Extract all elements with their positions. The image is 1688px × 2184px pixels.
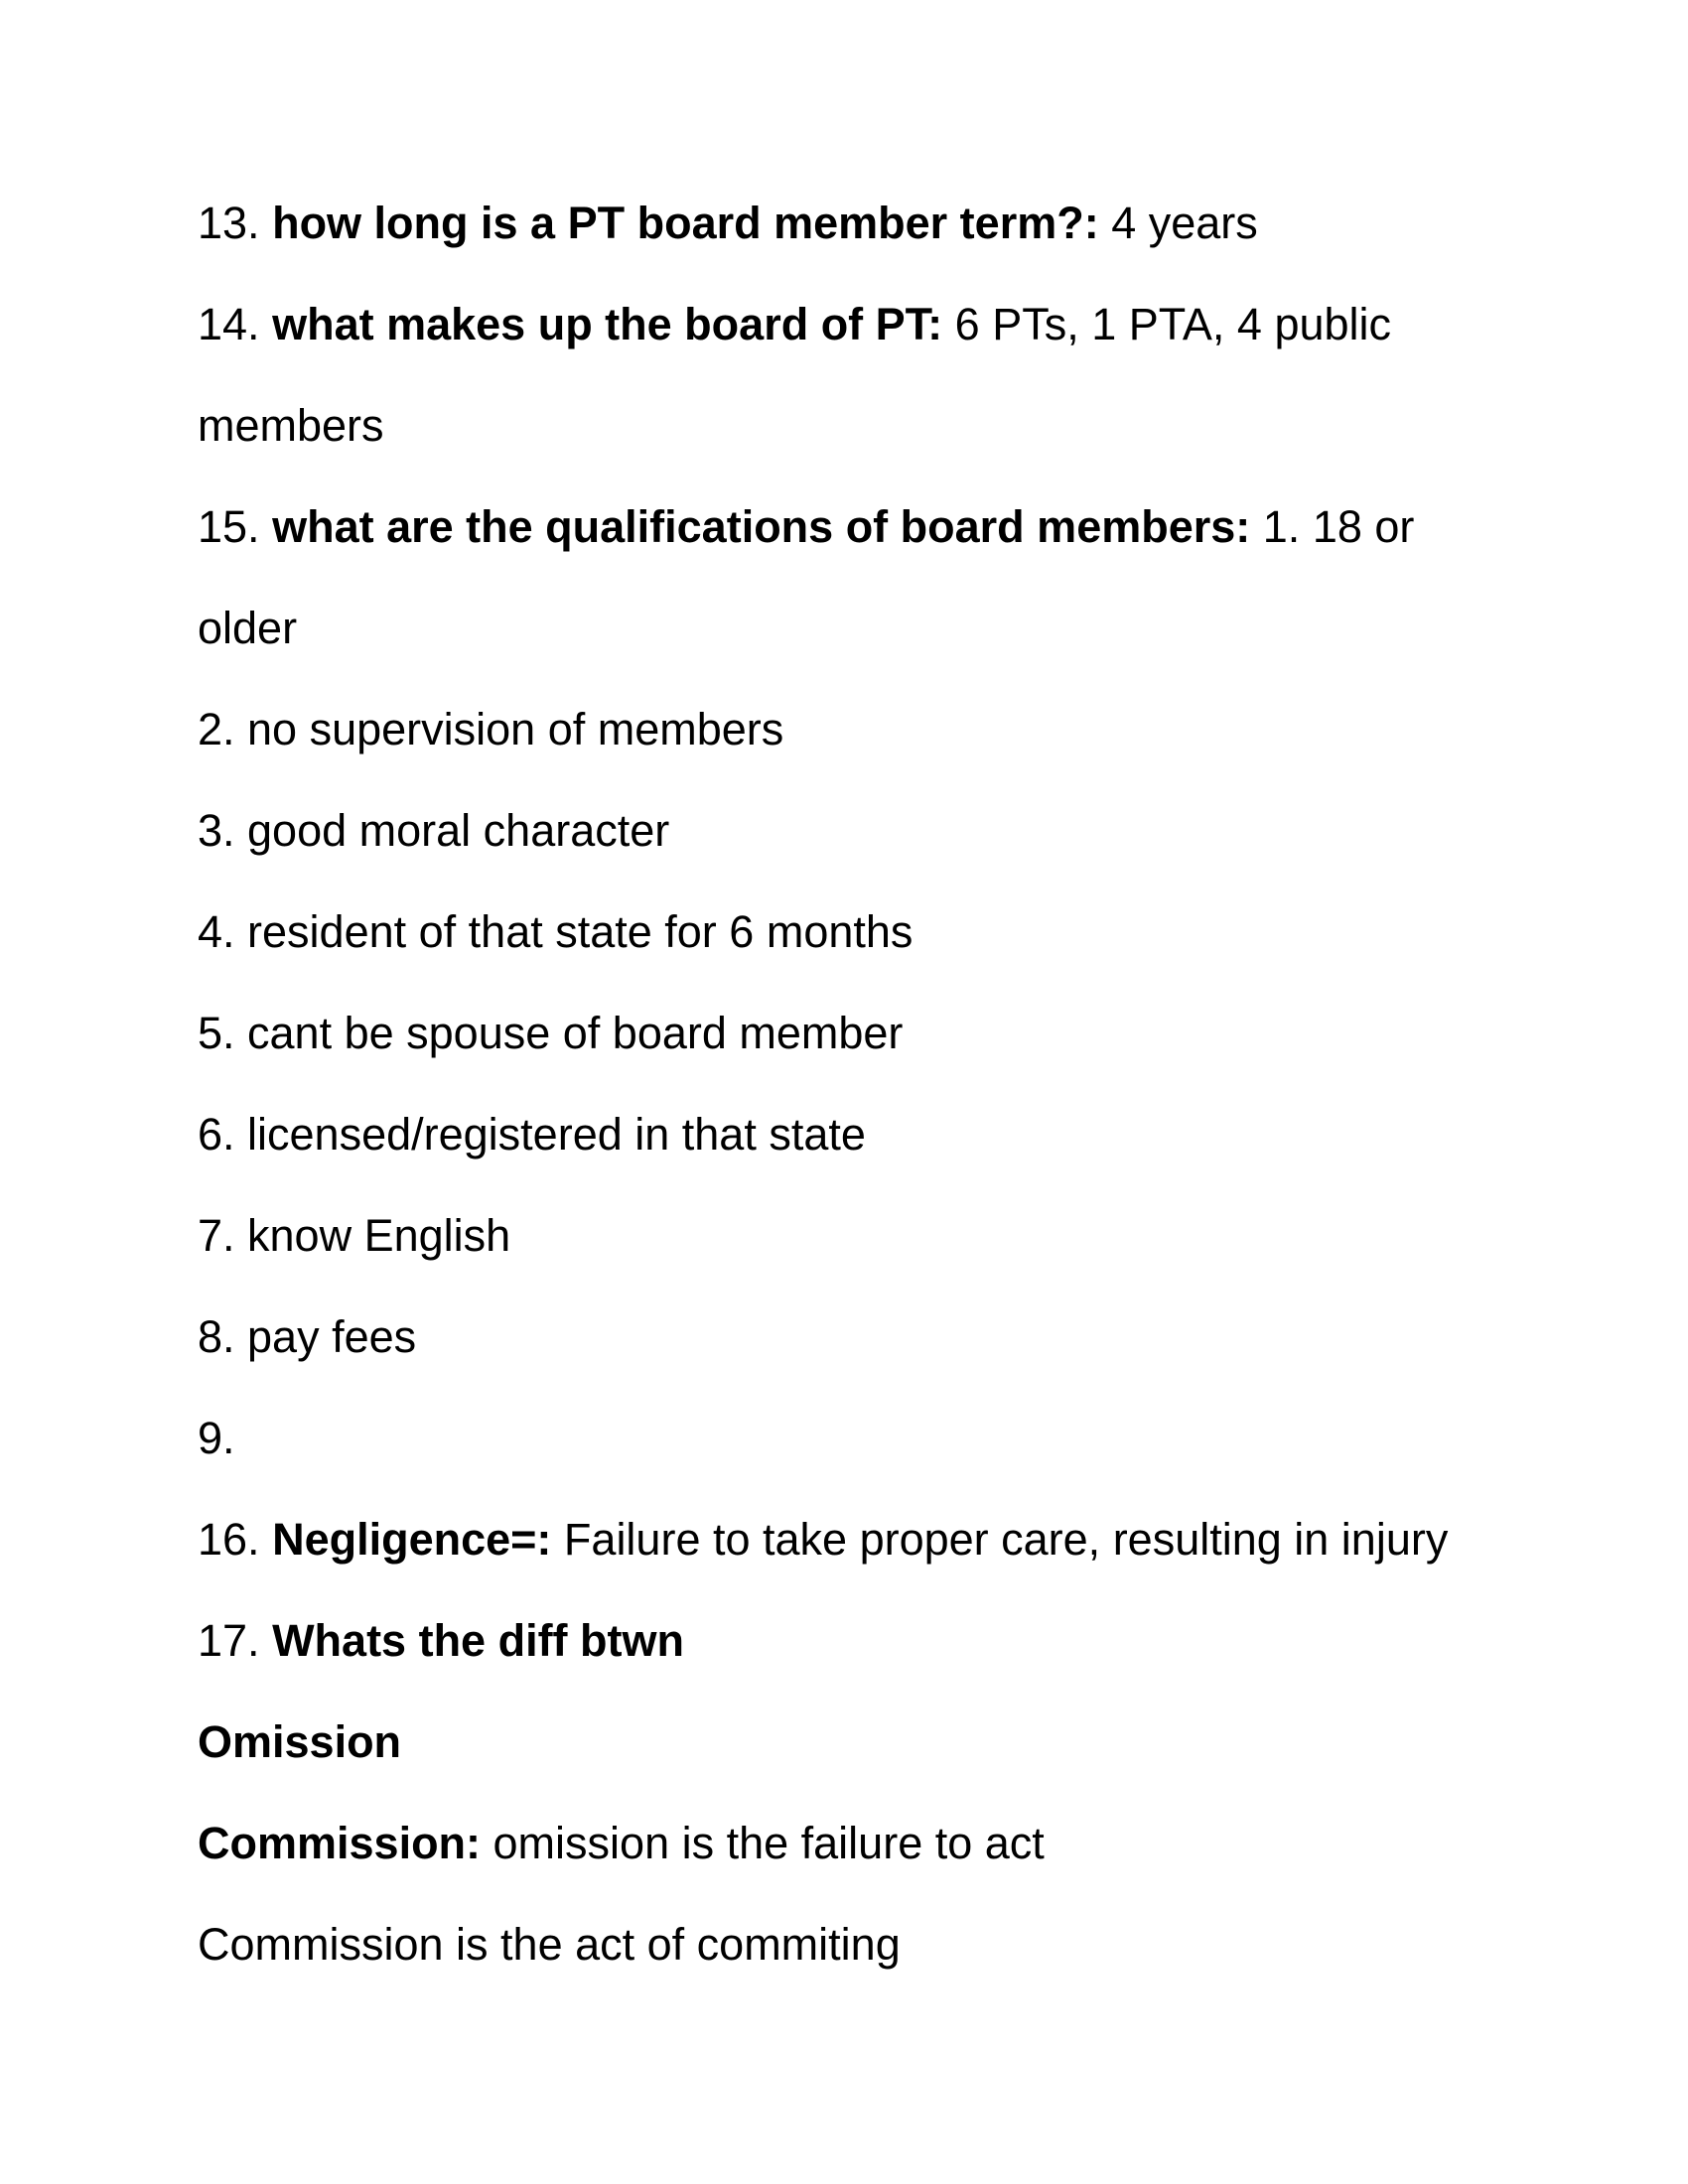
- answer-text: 7. know English: [198, 1210, 511, 1261]
- answer-text: 3. good moral character: [198, 805, 670, 856]
- answer-text: 9.: [198, 1413, 235, 1463]
- answer-text: 8. pay fees: [198, 1311, 417, 1362]
- item-number: 13.: [198, 198, 260, 248]
- question-13: [198, 197, 1488, 298]
- question-term: how long is a PT board member term?:: [272, 198, 1099, 248]
- list-item: [198, 1007, 1488, 1108]
- item-number: 16.: [198, 1514, 260, 1565]
- list-item: [198, 1412, 1488, 1513]
- item-number: 14.: [198, 299, 260, 349]
- answer-text: 4 years: [1098, 198, 1258, 248]
- answer-text: 5. cant be spouse of board member: [198, 1008, 904, 1058]
- answer-continuation: [198, 602, 1488, 703]
- answer-text: 4. resident of that state for 6 months: [198, 906, 914, 957]
- question-14: [198, 298, 1488, 399]
- item-number: 15.: [198, 501, 260, 552]
- list-item: [198, 1310, 1488, 1412]
- question-term: Whats the diff btwn: [272, 1615, 685, 1666]
- answer-text: omission is the failure to act: [481, 1818, 1045, 1868]
- answer-text: members: [198, 400, 384, 451]
- question-continuation: [198, 1817, 1488, 1918]
- list-item: [198, 703, 1488, 804]
- question-continuation: [198, 1715, 1488, 1817]
- question-17: [198, 1614, 1488, 1715]
- question-15: [198, 500, 1488, 602]
- answer-continuation: [198, 399, 1488, 500]
- answer-text: Failure to take proper care, resulting in injury: [551, 1514, 1449, 1565]
- answer-text: 2. no supervision of members: [198, 704, 784, 754]
- list-item: [198, 804, 1488, 905]
- question-term: what makes up the board of PT:: [272, 299, 943, 349]
- question-term: Omission: [198, 1716, 402, 1767]
- answer-text: Commission is the act of commiting: [198, 1919, 901, 1970]
- list-item: [198, 905, 1488, 1007]
- list-item: [198, 1108, 1488, 1209]
- question-term: what are the qualifications of board members:: [272, 501, 1251, 552]
- answer-text: 1. 18 or: [1250, 501, 1415, 552]
- answer-text: 6. licensed/registered in that state: [198, 1109, 866, 1160]
- answer-text: 6 PTs, 1 PTA, 4 public: [942, 299, 1392, 349]
- document-body: [198, 197, 1488, 2019]
- question-term: Commission:: [198, 1818, 482, 1868]
- answer-continuation: [198, 1918, 1488, 2019]
- item-number: 17.: [198, 1615, 260, 1666]
- question-16: [198, 1513, 1488, 1614]
- list-item: [198, 1209, 1488, 1310]
- question-term: Negligence=:: [272, 1514, 552, 1565]
- answer-text: older: [198, 603, 298, 653]
